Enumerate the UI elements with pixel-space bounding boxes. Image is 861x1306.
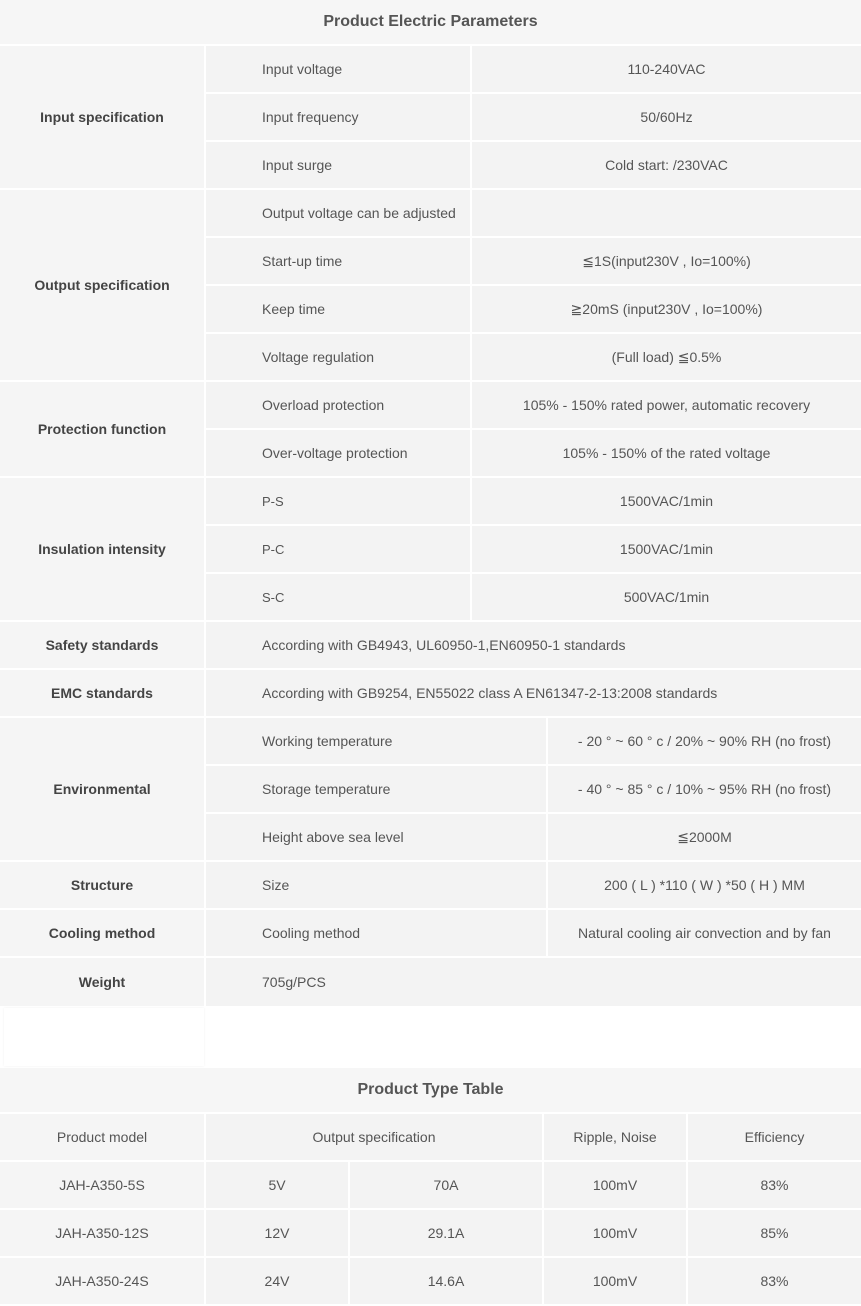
param-name: Over-voltage protection bbox=[206, 430, 470, 476]
page-title: Product Electric Parameters bbox=[0, 0, 861, 44]
param-name: Keep time bbox=[206, 286, 470, 332]
model-cell: JAH-A350-24S bbox=[0, 1258, 204, 1304]
param-name: Input surge bbox=[206, 142, 470, 188]
table-row bbox=[0, 190, 861, 238]
current-cell: 70A bbox=[350, 1162, 542, 1208]
param-value: 1500VAC/1min bbox=[472, 478, 861, 524]
group-label: Environmental bbox=[0, 718, 204, 860]
current-cell: 14.6A bbox=[350, 1258, 542, 1304]
param-value: According with GB4943, UL60950-1,EN60950-1 standards bbox=[206, 622, 861, 668]
spacer bbox=[0, 1008, 861, 1066]
param-value: 50/60Hz bbox=[472, 94, 861, 140]
table-row bbox=[0, 670, 861, 718]
current-cell: 29.1A bbox=[350, 1210, 542, 1256]
group-label: EMC standards bbox=[0, 670, 204, 716]
type-table-title: Product Type Table bbox=[0, 1068, 861, 1112]
param-name: P-C bbox=[206, 526, 470, 572]
table-row bbox=[0, 1258, 861, 1306]
param-name: Working temperature bbox=[206, 718, 546, 764]
table-row bbox=[0, 382, 861, 430]
table-row bbox=[0, 622, 861, 670]
table-row bbox=[0, 910, 861, 958]
table-row bbox=[0, 814, 861, 862]
ripple-cell: 100mV bbox=[544, 1210, 686, 1256]
table-row bbox=[0, 1162, 861, 1210]
table-row bbox=[0, 574, 861, 622]
param-value: 110-240VAC bbox=[472, 46, 861, 92]
param-value: According with GB9254, EN55022 class A EN61347-2-13:2008 standards bbox=[206, 670, 861, 716]
param-value: Cold start: /230VAC bbox=[472, 142, 861, 188]
model-cell: JAH-A350-12S bbox=[0, 1210, 204, 1256]
table-row bbox=[0, 142, 861, 190]
voltage-cell: 12V bbox=[206, 1210, 348, 1256]
voltage-cell: 24V bbox=[206, 1258, 348, 1304]
param-value: 105% - 150% rated power, automatic recovery bbox=[472, 382, 861, 428]
param-name: Size bbox=[206, 862, 546, 908]
param-name: Cooling method bbox=[206, 910, 546, 956]
param-name: Input voltage bbox=[206, 46, 470, 92]
table-row bbox=[0, 46, 861, 94]
param-name: Input frequency bbox=[206, 94, 470, 140]
column-header: Product model bbox=[0, 1114, 204, 1160]
efficiency-cell: 85% bbox=[688, 1210, 861, 1256]
param-value: ≦1S(input230V , Io=100%) bbox=[472, 238, 861, 284]
table-row bbox=[0, 1210, 861, 1258]
table-row bbox=[0, 334, 861, 382]
param-name: Overload protection bbox=[206, 382, 470, 428]
param-value: - 20 ° ~ 60 ° c / 20% ~ 90% RH (no frost) bbox=[548, 718, 861, 764]
param-value: ≦2000M bbox=[548, 814, 861, 860]
param-value: 1500VAC/1min bbox=[472, 526, 861, 572]
group-label: Output specification bbox=[0, 190, 204, 380]
table-row bbox=[0, 238, 861, 286]
param-value bbox=[472, 190, 861, 236]
group-label: Structure bbox=[0, 862, 204, 908]
param-name: S-C bbox=[206, 574, 470, 620]
column-header: Output specification bbox=[206, 1114, 542, 1160]
table-row bbox=[0, 430, 861, 478]
group-label: Safety standards bbox=[0, 622, 204, 668]
param-name: P-S bbox=[206, 478, 470, 524]
param-value: 105% - 150% of the rated voltage bbox=[472, 430, 861, 476]
voltage-cell: 5V bbox=[206, 1162, 348, 1208]
model-cell: JAH-A350-5S bbox=[0, 1162, 204, 1208]
table-row bbox=[0, 526, 861, 574]
table-row bbox=[0, 478, 861, 526]
param-value: (Full load) ≦0.5% bbox=[472, 334, 861, 380]
param-value: Natural cooling air convection and by fan bbox=[548, 910, 861, 956]
param-value: 200 ( L ) *110 ( W ) *50 ( H ) MM bbox=[548, 862, 861, 908]
table-row bbox=[0, 862, 861, 910]
group-label: Insulation intensity bbox=[0, 478, 204, 620]
table-row bbox=[0, 94, 861, 142]
param-name: Output voltage can be adjusted bbox=[206, 190, 470, 236]
param-value: 705g/PCS bbox=[206, 958, 861, 1006]
param-name: Voltage regulation bbox=[206, 334, 470, 380]
efficiency-cell: 83% bbox=[688, 1162, 861, 1208]
group-label: Input specification bbox=[0, 46, 204, 188]
param-value: - 40 ° ~ 85 ° c / 10% ~ 95% RH (no frost) bbox=[548, 766, 861, 812]
column-header: Ripple, Noise bbox=[544, 1114, 686, 1160]
param-name: Start-up time bbox=[206, 238, 470, 284]
table-row bbox=[0, 958, 861, 1008]
table-header-row bbox=[0, 1114, 861, 1162]
table-row bbox=[0, 766, 861, 814]
param-value: ≧20mS (input230V , Io=100%) bbox=[472, 286, 861, 332]
efficiency-cell: 83% bbox=[688, 1258, 861, 1304]
param-value: 500VAC/1min bbox=[472, 574, 861, 620]
group-label: Cooling method bbox=[0, 910, 204, 956]
param-name: Storage temperature bbox=[206, 766, 546, 812]
ripple-cell: 100mV bbox=[544, 1258, 686, 1304]
ripple-cell: 100mV bbox=[544, 1162, 686, 1208]
group-label: Weight bbox=[0, 958, 204, 1006]
group-label: Protection function bbox=[0, 382, 204, 476]
table-row bbox=[0, 718, 861, 766]
param-name: Height above sea level bbox=[206, 814, 546, 860]
column-header: Efficiency bbox=[688, 1114, 861, 1160]
table-row bbox=[0, 286, 861, 334]
